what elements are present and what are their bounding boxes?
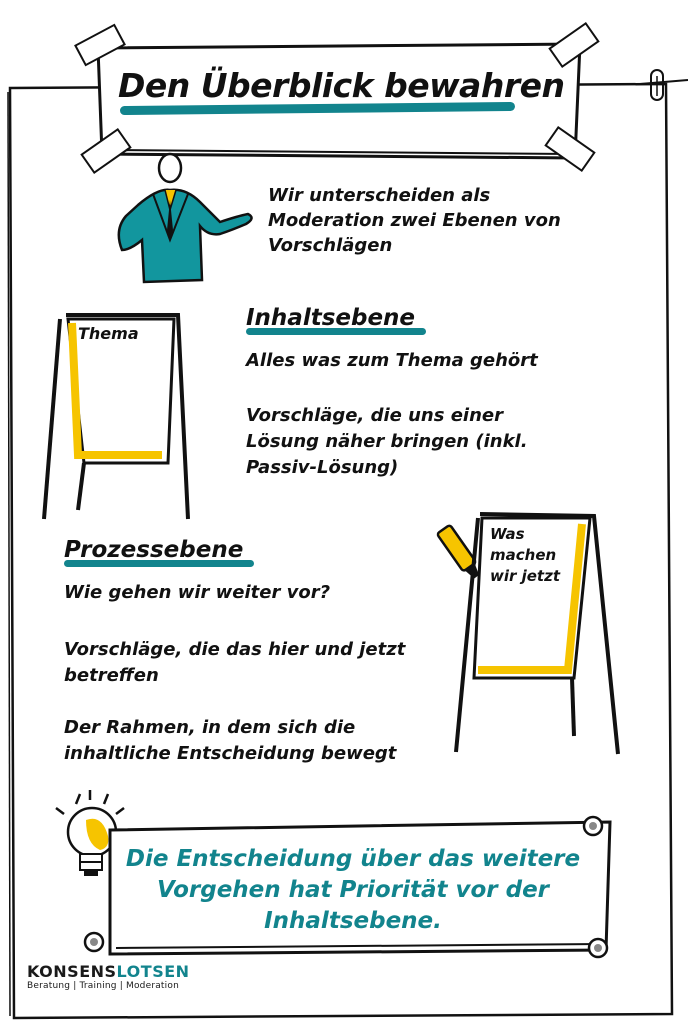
content-level-heading: Inhaltsebene (246, 305, 416, 331)
pin-icon (584, 817, 602, 835)
process-level-line1: Wie gehen wir weiter vor? (64, 582, 331, 603)
intro-text: Wir unterscheiden als Moderation zwei Ebenen von Vorschlägen (268, 185, 561, 256)
flipchart-process-label: Was machen wir jetzt (490, 525, 561, 585)
pin-icon (85, 933, 103, 951)
process-level-heading: Prozessebene (64, 537, 244, 563)
process-level-line3: Der Rahmen, in dem sich die inhaltliche Entscheidung bewegt (64, 717, 397, 764)
logo-tagline: Beratung | Training | Moderation (27, 981, 179, 991)
pin-icon (589, 939, 607, 957)
content-level-line2: Vorschläge, die uns einer Lösung näher bringen (inkl. Passiv-Lösung) (246, 405, 528, 478)
content-level-line1: Alles was zum Thema gehört (246, 350, 538, 371)
flipchart-topic-label: Thema (78, 324, 139, 343)
conclusion-text: Die Entscheidung über das weitere Vorgehen hat Priorität vor der Inhaltsebene. (125, 846, 581, 934)
company-logo (27, 962, 190, 991)
logo-name (27, 962, 190, 981)
page-title: Den Überblick bewahren (118, 66, 565, 105)
logo-name-part1: KONSENS (27, 962, 117, 981)
process-level-line2: Vorschläge, die das hier und jetzt betreffen (64, 639, 406, 686)
presenter-figure-icon (108, 150, 258, 290)
logo-name-part2: LOTSEN (116, 962, 190, 981)
